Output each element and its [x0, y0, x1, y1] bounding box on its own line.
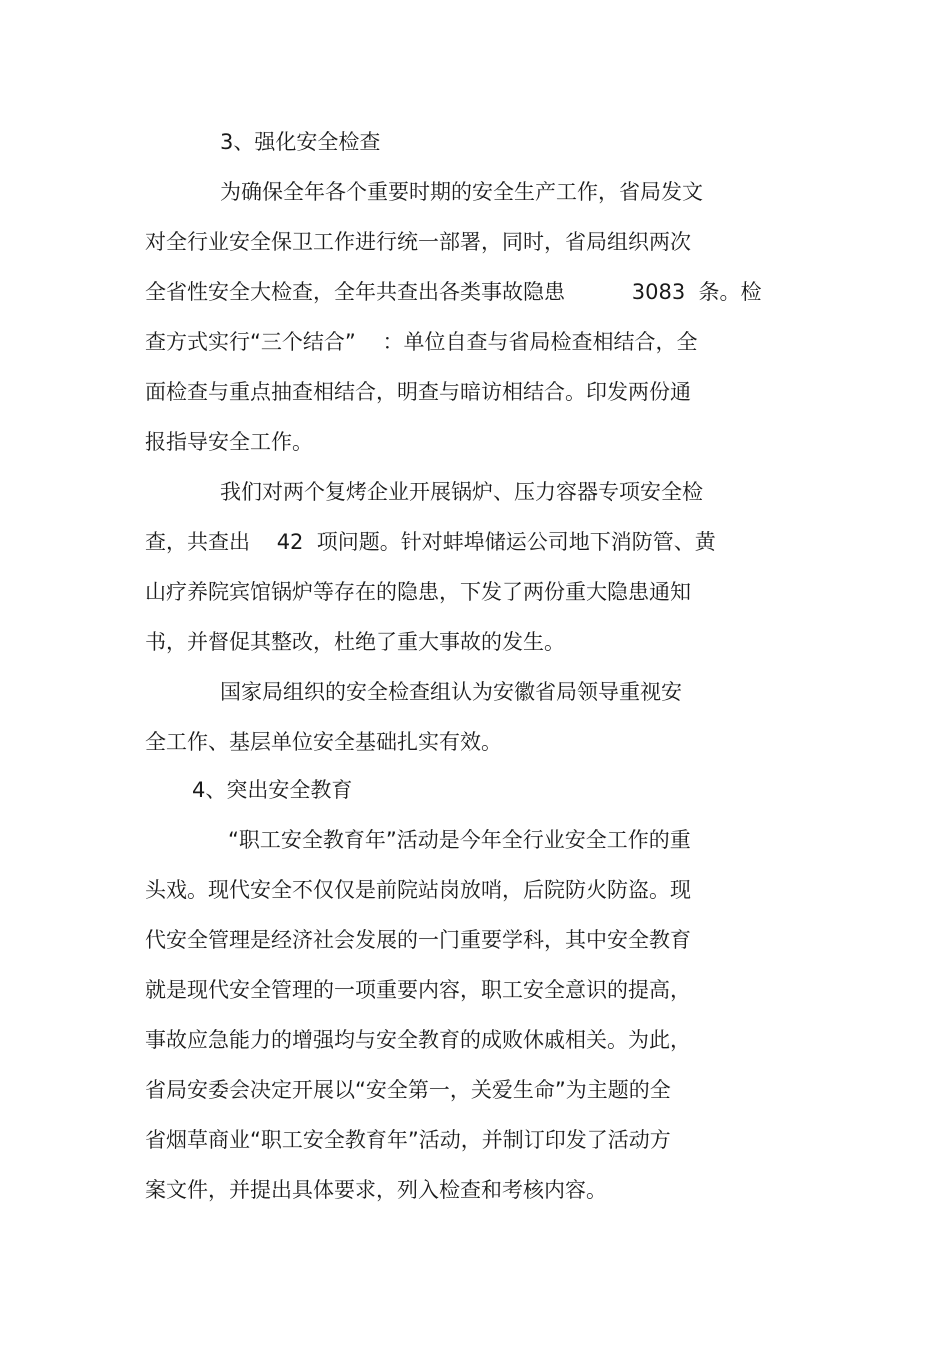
paragraph-line: 全省性安全大检查，全年共查出各类事故隐患 3083 条。检 — [145, 280, 762, 304]
paragraph-line: 对全行业安全保卫工作进行统一部署，同时，省局组织两次 — [145, 230, 691, 254]
paragraph-line: 报指导安全工作。 — [145, 430, 313, 454]
paragraph-line: 面检查与重点抽查相结合，明查与暗访相结合。印发两份通 — [145, 380, 691, 404]
paragraph-line: 省局安委会决定开展以“安全第一，关爱生命”为主题的全 — [145, 1078, 671, 1102]
paragraph-line: 为确保全年各个重要时期的安全生产工作，省局发文 — [220, 180, 703, 204]
paragraph-line: 我们对两个复烤企业开展锅炉、压力容器专项安全检 — [220, 480, 703, 504]
paragraph-line: “职工安全教育年”活动是今年全行业安全工作的重 — [228, 828, 691, 852]
paragraph-line: 全工作、基层单位安全基础扎实有效。 — [145, 730, 502, 754]
paragraph-line: 查，共查出 42 项问题。针对蚌埠储运公司地下消防管、黄 — [145, 530, 716, 554]
paragraph-line: 头戏。现代安全不仅仅是前院站岗放哨，后院防火防盗。现 — [145, 878, 691, 902]
paragraph-line: 国家局组织的安全检查组认为安徽省局领导重视安 — [220, 680, 682, 704]
paragraph-line: 查方式实行“三个结合” ：单位自查与省局检查相结合，全 — [145, 330, 698, 354]
paragraph-line: 省烟草商业“职工安全教育年”活动，并制订印发了活动方 — [145, 1128, 671, 1152]
paragraph-line: 代安全管理是经济社会发展的一门重要学科，其中安全教育 — [145, 928, 691, 952]
section-heading-4: 4、突出安全教育 — [192, 778, 353, 802]
paragraph-line: 案文件，并提出具体要求，列入检查和考核内容。 — [145, 1178, 607, 1202]
section-heading-3: 3、强化安全检查 — [220, 130, 381, 154]
paragraph-line: 事故应急能力的增强均与安全教育的成败休戚相关。为此， — [145, 1028, 691, 1052]
paragraph-line: 就是现代安全管理的一项重要内容，职工安全意识的提高， — [145, 978, 691, 1002]
paragraph-line: 书，并督促其整改，杜绝了重大事故的发生。 — [145, 630, 565, 654]
paragraph-line: 山疗养院宾馆锅炉等存在的隐患，下发了两份重大隐患通知 — [145, 580, 691, 604]
